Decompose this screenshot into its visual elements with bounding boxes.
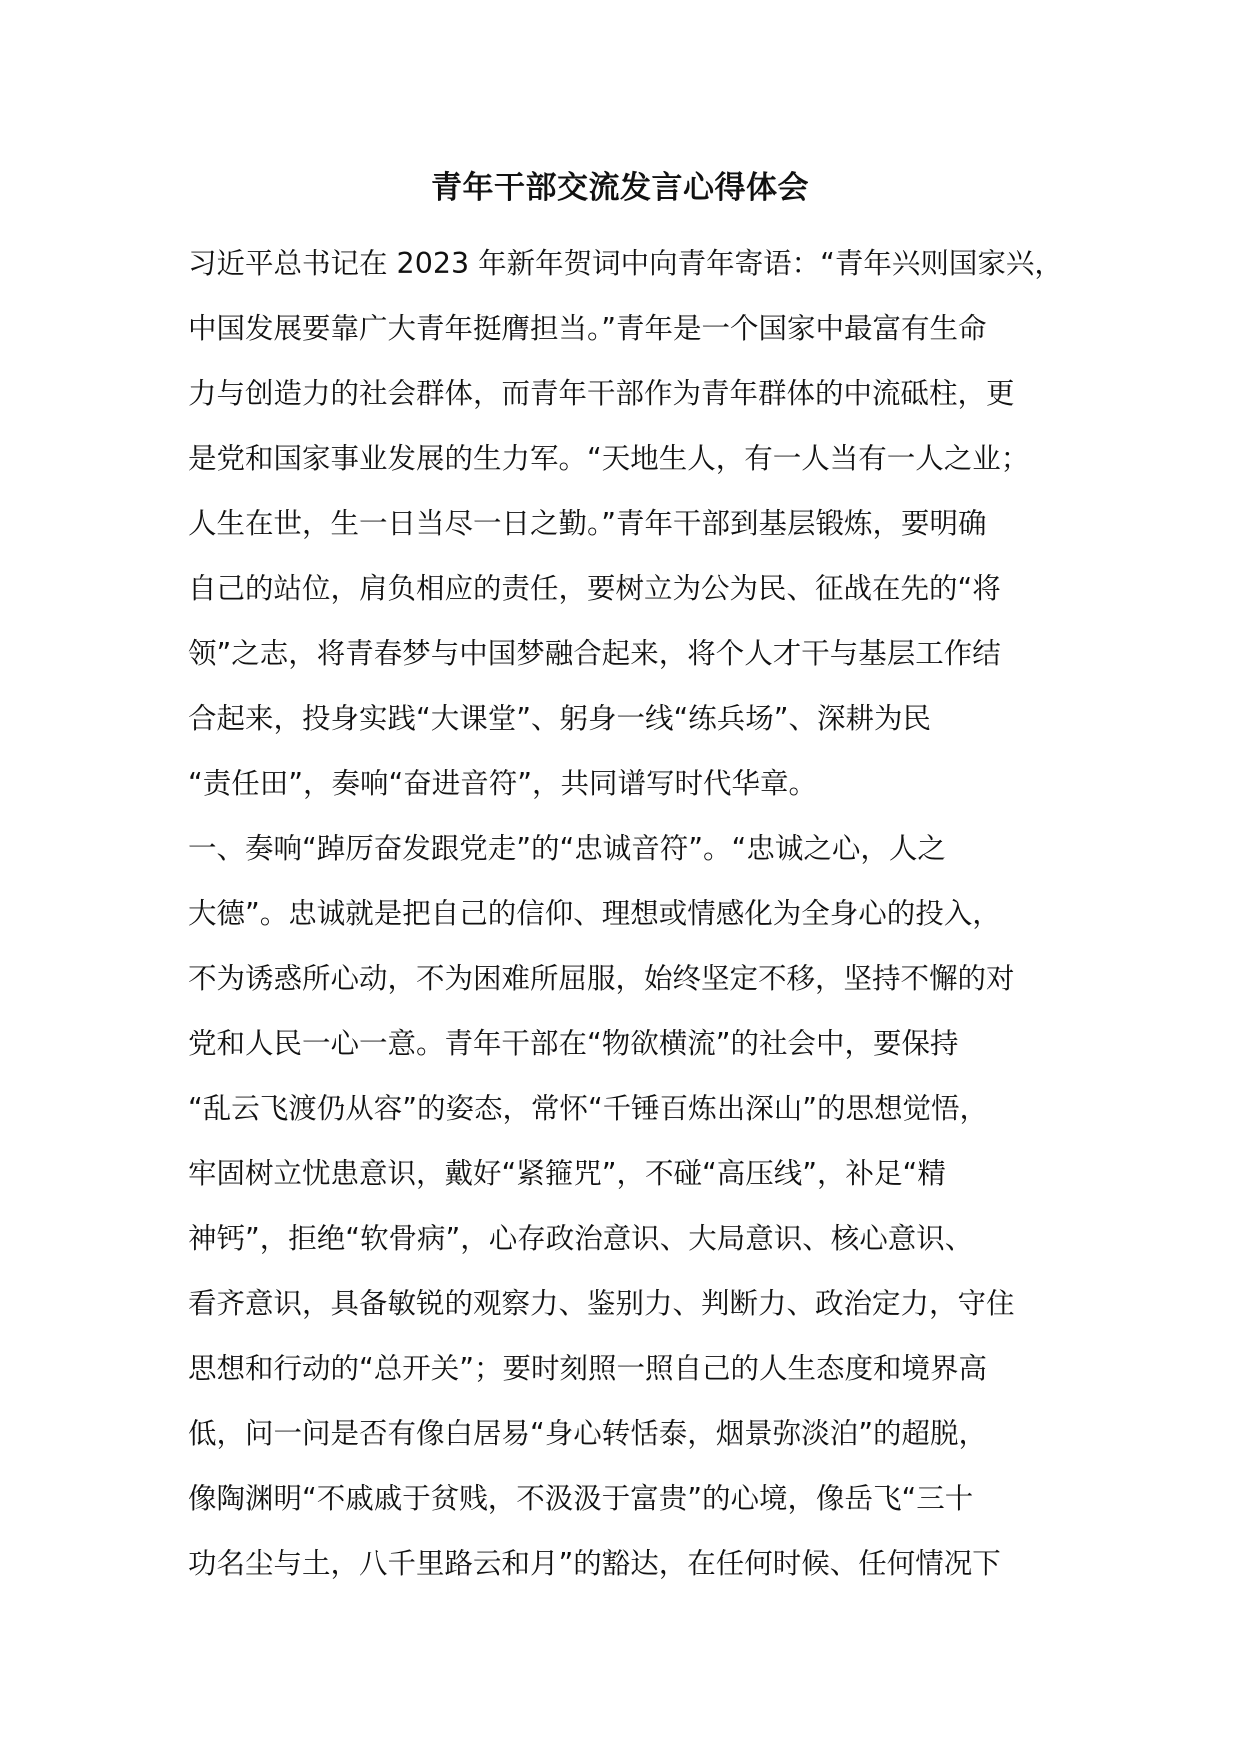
body-line: 牢固树立忧患意识，戴好“紧箍咒”，不碰“高压线”，补足“精 xyxy=(188,1157,946,1190)
body-line: 中国发展要靠广大青年挺膺担当。”青年是一个国家中最富有生命 xyxy=(188,312,987,345)
body-line: 习近平总书记在 2023 年新年贺词中向青年寄语：“青年兴则国家兴， xyxy=(188,247,1063,280)
document-title: 青年干部交流发言心得体会 xyxy=(431,170,809,206)
body-line: “乱云飞渡仍从容”的姿态，常怀“千锤百炼出深山”的思想觉悟， xyxy=(188,1092,989,1125)
body-line: 大德”。忠诚就是把自己的信仰、理想或情感化为全身心的投入， xyxy=(188,897,1001,930)
body-line: 低，问一问是否有像白居易“身心转恬泰，烟景弥淡泊”的超脱， xyxy=(188,1417,988,1450)
body-line: 人生在世，生一日当尽一日之勤。”青年干部到基层锻炼，要明确 xyxy=(188,507,987,540)
body-line: 思想和行动的“总开关”；要时刻照一照自己的人生态度和境界高 xyxy=(188,1352,988,1385)
body-line: 自己的站位，肩负相应的责任，要树立为公为民、征战在先的“将 xyxy=(188,572,1001,605)
body-line: 看齐意识，具备敏锐的观察力、鉴别力、判断力、政治定力，守住 xyxy=(188,1287,1015,1320)
body-line: 领”之志，将青春梦与中国梦融合起来，将个人才干与基层工作结 xyxy=(188,637,1001,670)
body-line: 合起来，投身实践“大课堂”、躬身一线“练兵场”、深耕为民 xyxy=(188,702,932,735)
section-heading-line: 一、奏响“踔厉奋发跟党走”的“忠诚音符”。“忠诚之心，人之 xyxy=(188,832,946,865)
body-line: 是党和国家事业发展的生力军。“天地生人，有一人当有一人之业； xyxy=(188,442,1030,475)
body-line: 像陶渊明“不戚戚于贫贱，不汲汲于富贵”的心境，像岳飞“三十 xyxy=(188,1482,974,1515)
body-line: 不为诱惑所心动，不为困难所屈服，始终坚定不移，坚持不懈的对 xyxy=(188,962,1015,995)
body-line: 神钙”，拒绝“软骨病”，心存政治意识、大局意识、核心意识、 xyxy=(188,1222,974,1255)
body-line: 功名尘与土，八千里路云和月”的豁达，在任何时候、任何情况下 xyxy=(188,1547,1001,1580)
body-line: “责任田”，奏响“奋进音符”，共同谱写时代华章。 xyxy=(188,767,818,800)
body-line: 党和人民一心一意。青年干部在“物欲横流”的社会中，要保持 xyxy=(188,1027,959,1060)
body-line: 力与创造力的社会群体，而青年干部作为青年群体的中流砥柱，更 xyxy=(188,377,1015,410)
